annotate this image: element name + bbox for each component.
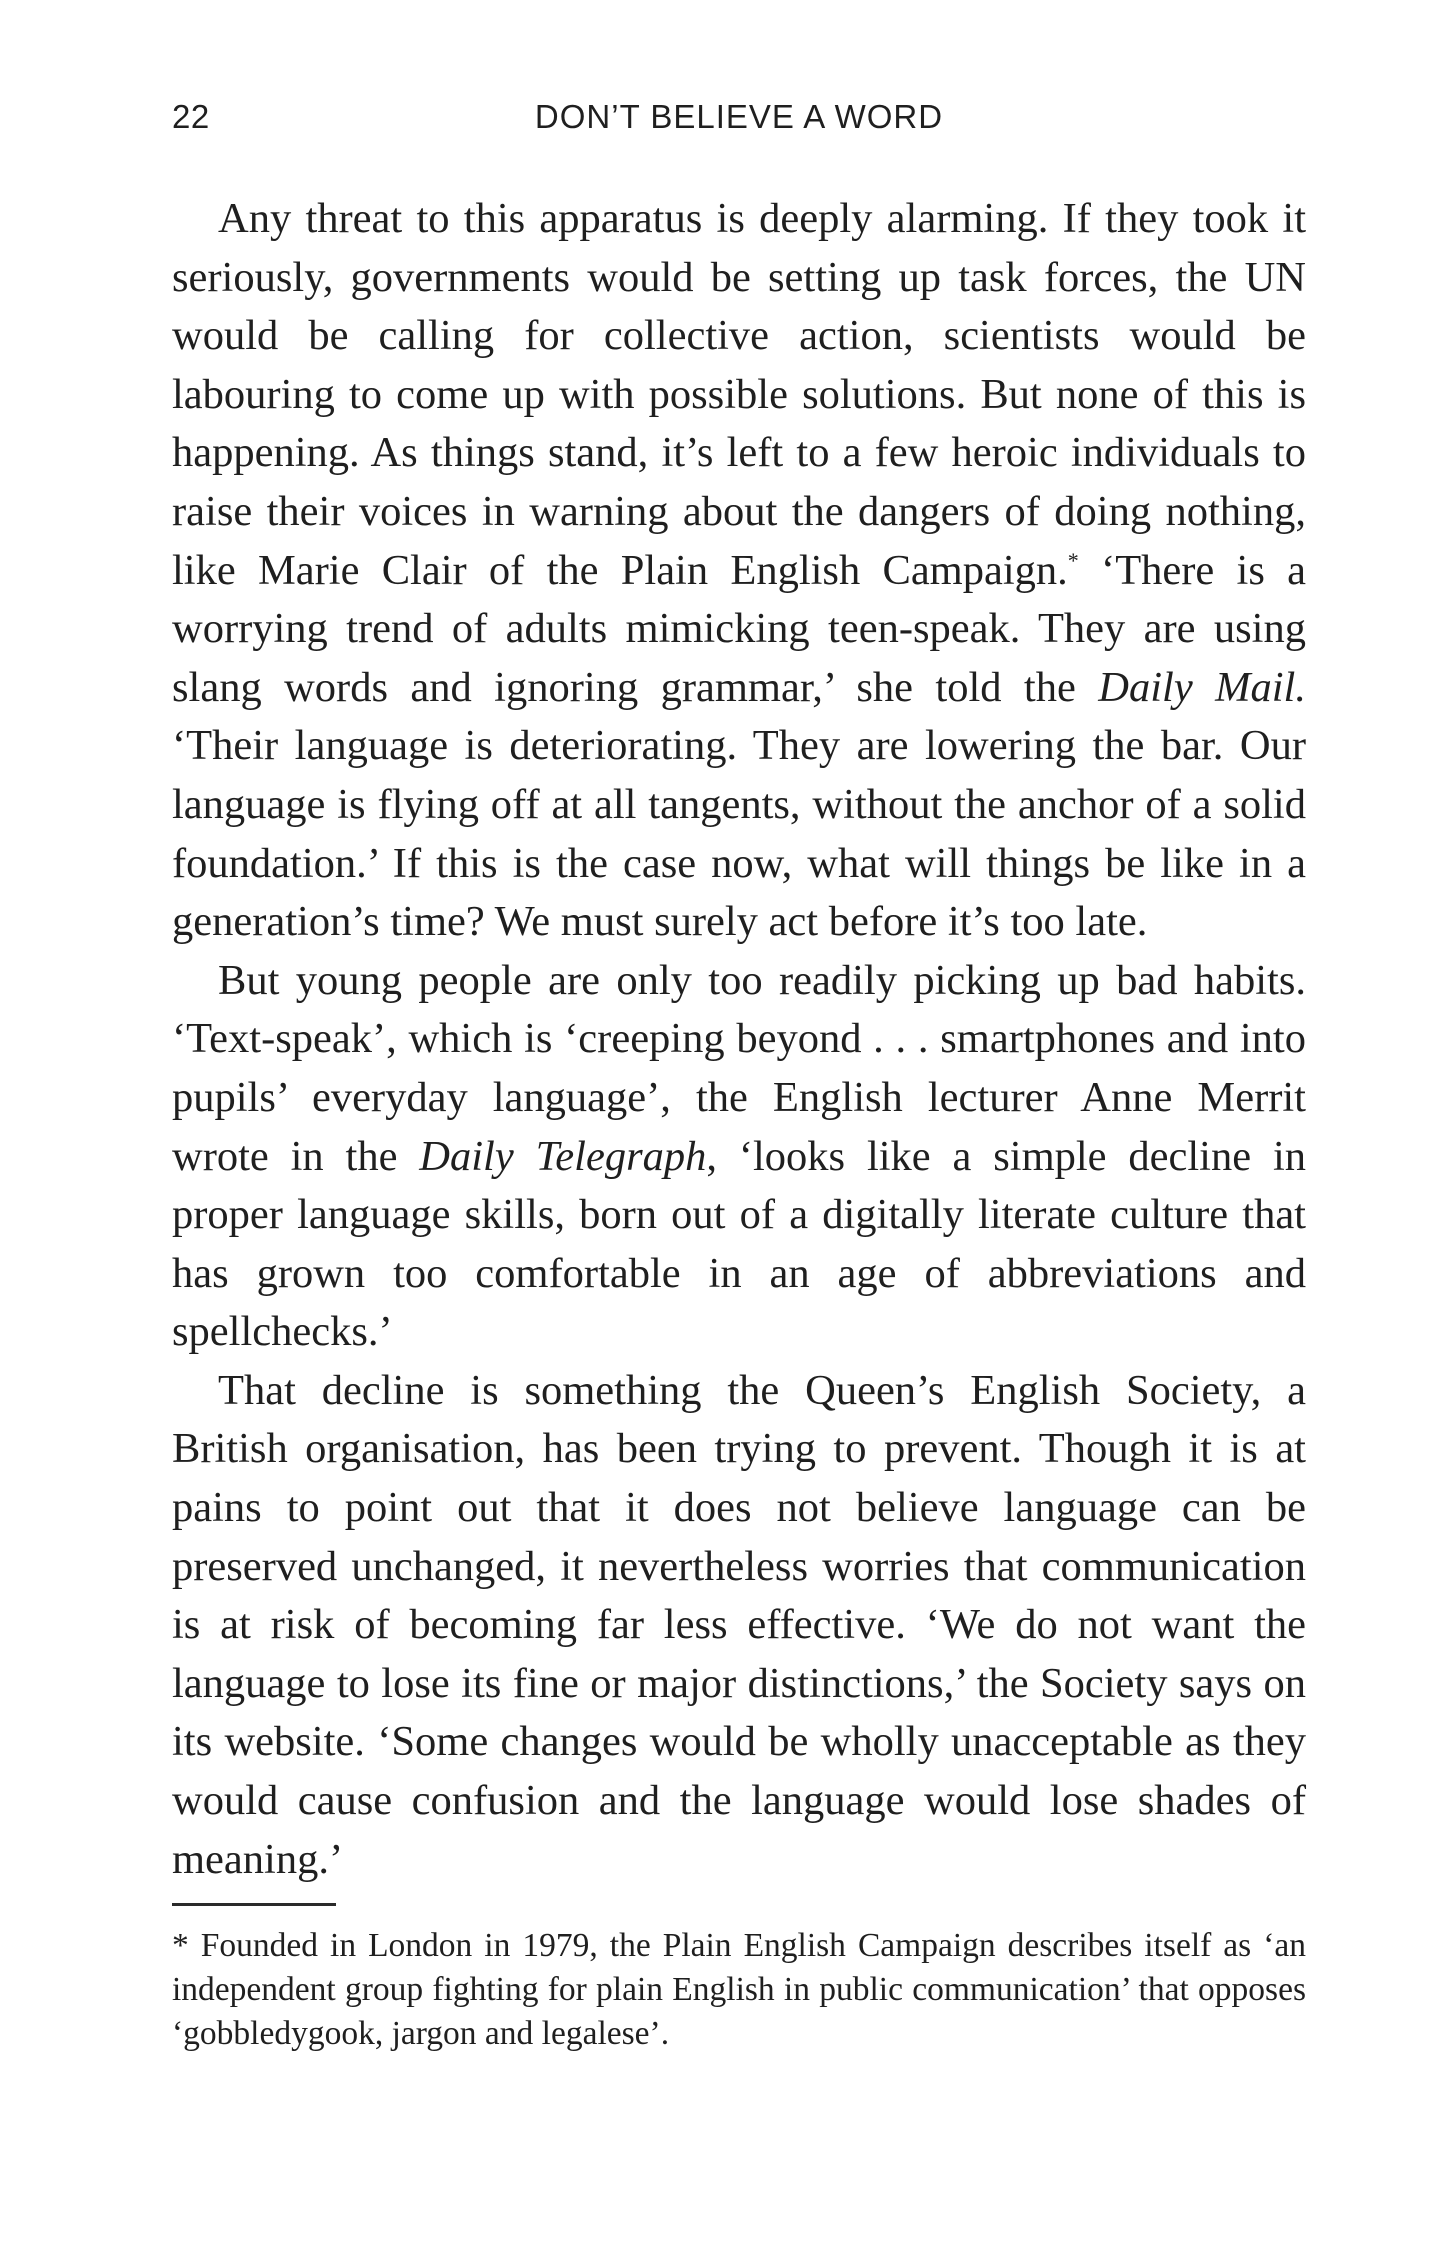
footnote: * Founded in London in 1979, the Plain English Campaign describes itself as ‘an independent group fighting for plain English in public communication’ that opposes ‘gobbledygook, jargon and legalese’. [172,1927,1306,2053]
book-title: DON’T BELIEVE A WORD [534,98,944,135]
paragraph-2 [172,952,1306,1362]
publication-title-daily-mail: Daily Mail. [1098,663,1306,711]
page-number: 22 [172,98,210,135]
running-head [172,92,1306,148]
paragraph-2-text: But young people are only too readily picking up bad habits. ‘Text-speak’, which is ‘creeping beyond . . . smartphones and into pupils’ everyday language’, the English lecturer Anne Merrit wrote in the [172,956,1306,1180]
footnote-divider [172,1903,336,1906]
publication-title-daily-telegraph: Daily Telegraph [419,1132,707,1180]
paragraph-1-text: Any threat to this apparatus is deeply alarming. If they took it seriously, governments would be setting up task forces, the UN would be calling for collective action, scientists would be labouring to come up with possible solutions. But none of this is happening. As things stand, it’s left to a few heroic individuals to raise their voices in warning about the dangers of doing nothing, like Marie Clair of the Plain English Campaign. [172,195,1306,594]
paragraph-2-text-end: , ‘looks like a simple decline in proper language skills, born out of a digitally literate culture that has grown too comfortable in an age of abbreviations and spellchecks.’ [172,1132,1307,1356]
paragraph-3: That decline is something the Queen’s English Society, a British organisation, has been trying to prevent. Though it is at pains to point out that it does not believe language can be preserved unchanged, it nevertheless worries that communication is at risk of becoming far less effective. ‘We do not want the language to lose its fine or major distinctions,’ the Society says on its website. ‘Some changes would be wholly unacceptable as they would cause confusion and the language would lose shades of meaning.’ [172,1366,1306,1883]
footnote-marker: * [1067,547,1079,573]
paragraph-1 [172,190,1306,952]
paragraph-1-text-end: ‘Their language is deteriorating. They are lowering the bar. Our language is flying off at all tangents, without the anchor of a solid foundation.’ If this is the case now, what will things be like in a generation’s time? We must surely act before it’s too late. [172,722,1306,946]
main-text [172,190,1306,2056]
paragraph-1-text-cont: ‘There is a worrying trend of adults mimicking teen-speak. They are using slang words and ignoring grammar,’ she told the [172,546,1306,711]
